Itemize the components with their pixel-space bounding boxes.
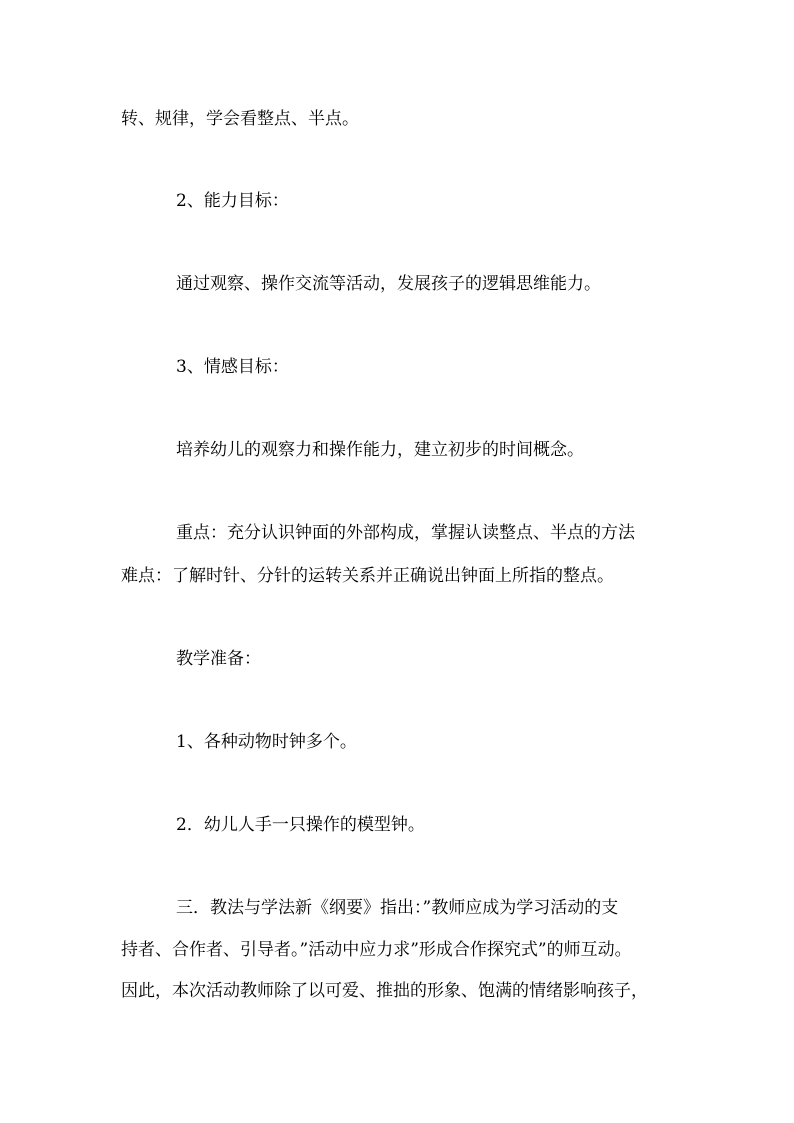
text-line-10: 2．幼儿人手一只操作的模型钟。	[176, 815, 425, 835]
text-line-8: 教学准备：	[176, 649, 261, 669]
text-line-5: 培养幼儿的观察力和操作能力，建立初步的时间概念。	[176, 440, 584, 460]
text-line-4: 3、情感目标：	[176, 357, 289, 377]
text-line-12: 持者、合作者、引导者。”活动中应力求”形成合作探究式”的师互动。	[121, 940, 632, 960]
text-line-7: 难点：了解时针、分针的运转关系并正确说出钟面上所指的整点。	[121, 566, 614, 586]
text-line-9: 1、各种动物时钟多个。	[176, 732, 357, 752]
text-line-3: 通过观察、操作交流等活动，发展孩子的逻辑思维能力。	[176, 274, 601, 294]
text-line-1: 转、规律，学会看整点、半点。	[121, 109, 359, 129]
text-line-2: 2、能力目标：	[176, 191, 289, 211]
text-line-11: 三．教法与学法新《纲要》指出：”教师应成为学习活动的支	[176, 898, 619, 918]
text-line-13: 因此，本次活动教师除了以可爱、推拙的形象、饱满的情绪影响孩子，	[121, 981, 648, 1001]
text-line-6: 重点：充分认识钟面的外部构成，掌握认读整点、半点的方法	[176, 523, 635, 543]
